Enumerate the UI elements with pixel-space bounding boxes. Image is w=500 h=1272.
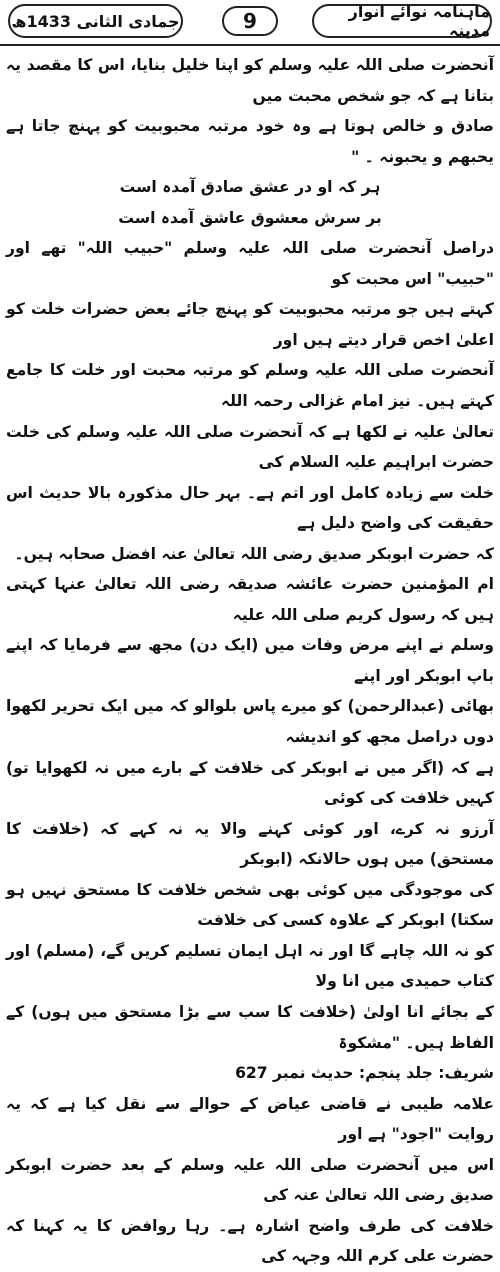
magazine-title-badge [312,4,492,38]
header-divider [0,44,500,46]
verse-line: بر سرش معشوق عاشق آمدہ است [118,208,382,227]
text-line: آرزو نہ کرے، اور کوئی کہنے والا یہ نہ کہے کہ (خلافت کا مستحق) میں ہوں حالانکہ (ابوبکر [6,819,494,869]
text-line: خلت سے زیادہ کامل اور اتم ہے۔ بہر حال مذکورہ بالا حدیث اس حقیقت کی واضح دلیل ہے [6,483,494,533]
text-line: دراصل آنحضرت صلی اللہ علیہ وسلم "حبیب اللہ" تھے اور "حبیب" اس محبت کو [6,239,494,288]
text-line: علامہ طیبی نے قاضی عیاض کے حوالے سے نقل کیا ہے کہ یہ روایت "اجود" ہے اور [6,1094,494,1144]
text-line: ام المؤمنین حضرت عائشہ صدیقہ رضی اللہ تعالیٰ عنہا کہتی ہیں کہ رسول کریم صلی اللہ علیہ [6,575,494,624]
page-number-badge [222,6,278,36]
text-line: صادق و خالص ہوتا ہے وہ خود مرتبہ محبوبیت کو پہنچ جاتا ہے یحبھم و یحبونہ ۔ " [6,117,494,166]
text-line: کہ حضرت ابوبکر صدیق رضی اللہ تعالیٰ عنہ افضل صحابہ ہیں۔ [14,544,494,563]
reference-line: شریف: جلد پنجم: حدیث نمبر 627 [235,1064,494,1083]
page-number: 9 [243,9,257,33]
page-header [6,4,494,40]
verse-line: ہر کہ او در عشق صادق آمدہ است [119,178,381,197]
text-line: کے بجائے انا اولیٰ (خلافت کا سب سے بڑا مستحق میں ہوں) کے الفاظ ہیں۔ "مشکوۃ [6,1002,494,1052]
issue-date: جمادی الثانی 1433ھ [11,11,180,31]
text-line: کہتے ہیں جو مرتبہ محبوبیت کو پہنچ جائے بعض حضرات خلت کو اعلیٰ اخص قرار دیتے ہیں اور [6,300,494,349]
text-line: آنحضرت صلی اللہ علیہ وسلم کو اپنا خلیل بنایا، اس کا مقصد یہ بتانا ہے کہ جو شخص محبت میں [6,56,494,105]
issue-date-badge [8,4,183,38]
text-line: اس میں آنحضرت صلی اللہ علیہ وسلم کے بعد حضرت ابوبکر صدیق رضی اللہ تعالیٰ عنہ کی [6,1155,494,1205]
text-line: کو نہ اللہ چاہے گا اور نہ اہل ایمان تسلیم کریں گے، (مسلم) اور کتاب حمیدی میں انا ولا [6,941,494,991]
text-line: ہے کہ (اگر میں نے ابوبکر کی خلافت کے بارے میں نہ لکھوایا تو) کہیں خلافت کی کوئی [6,758,494,808]
text-line: خلافت کی طرف واضح اشارہ ہے۔ رہا روافض کا یہ کہنا کہ حضرت علی کرم اللہ وجہہ کی [6,1216,494,1266]
text-line: کی موجودگی میں کوئی بھی شخص خلافت کا مستحق نہیں ہو سکتا) ابوبکر کے علاوہ کسی کی خلافت [6,880,494,930]
text-line: آنحضرت صلی اللہ علیہ وسلم کو مرتبہ محبت اور خلت کا جامع کہتے ہیں۔ نیز امام غزالی رحمہ اللہ [6,361,494,411]
text-line: تعالیٰ علیہ نے لکھا ہے کہ آنحضرت صلی اللہ علیہ وسلم کی خلت حضرت ابراہیم علیہ السلام کی [6,422,494,472]
text-line: وسلم نے اپنے مرض وفات میں (ایک دن) مجھ سے فرمایا کہ اپنے باپ ابوبکر اور اپنے [6,636,494,685]
text-line: بھائی (عبدالرحمن) کو میرے پاس بلوالو کہ میں ایک تحریر لکھوا دوں دراصل مجھ کو اندیشہ [6,697,494,747]
magazine-title: ماہنامہ نوائے انوار مدینہ [348,2,490,40]
article-body [6,50,494,1272]
